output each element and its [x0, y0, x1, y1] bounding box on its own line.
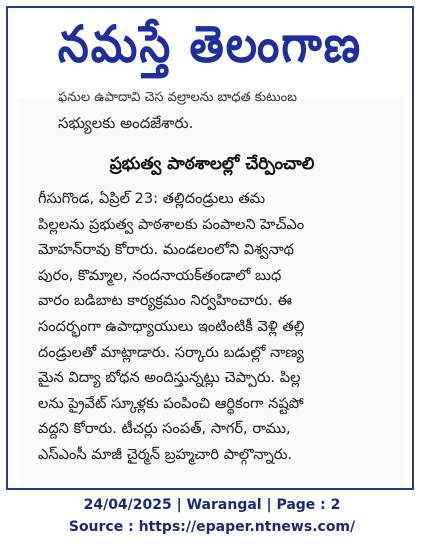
article-line: వద్దని కోరారు. టీచర్లు సంపత్, సాగర్, రాము, — [38, 420, 291, 438]
article-line: ఎస్‌ఎంసీ మాజీ చైర్మన్ బ్రహ్మచారి పాల్గొన్నారు. — [38, 445, 293, 463]
article-headline: ప్రభుత్వ పాఠశాలల్లో చేర్పించాలి — [109, 154, 315, 174]
masthead-logo: నమస్తే తెలంగాణ — [57, 15, 363, 74]
footer-source: Source : https://epaper.ntnews.com/ — [68, 519, 356, 535]
article-line: సందర్భంగా ఉపాధ్యాయులు ఇంటింటికీ వెళ్లి తల్లి — [38, 317, 305, 335]
clipping-frame — [6, 6, 414, 490]
article-line: వారం బడిబాట కార్యక్రమం నిర్వహించారు. ఈ — [38, 292, 292, 310]
previous-article-fragment: ఫనుల ఉపాదావి చెస వల్రాలను బాధత కుటుంబ — [58, 90, 297, 105]
previous-article-fragment-end: సభ్యులకు అందజేశారు. — [58, 114, 194, 132]
newspaper-masthead — [8, 8, 412, 94]
article-line: పిల్లలను ప్రభుత్వ పాఠశాలకు పంపాలని హెచ్‌ఎం — [38, 215, 305, 233]
article-line: లను ప్రైవేట్ స్కూళ్లకు పంపించి ఆర్థికంగా నష్టపో — [38, 394, 304, 412]
article-line: మోహన్‌రావు కోరారు. మండలంలోని విశ్వనాథ — [38, 241, 294, 259]
article-line: దండ్రులతో మాట్లాడారు. సర్కారు బడుల్లో నాణ్య — [38, 343, 304, 361]
article-body — [38, 186, 400, 468]
article-clipping — [18, 90, 406, 488]
article-line: గీసుగొండ, ఏప్రిల్ 23: తల్లిదండ్రులు తమ — [38, 190, 266, 207]
footer-dateline: 24/04/2025 | Warangal | Page : 2 — [83, 497, 341, 513]
article-line: పురం, కొమ్మాల, నందనాయక్‌తండాలో బుధ — [38, 266, 282, 284]
article-line: మైన విద్యా బోధన అందిస్తున్నట్లు చెప్పారు. పిల్ల — [38, 369, 301, 387]
